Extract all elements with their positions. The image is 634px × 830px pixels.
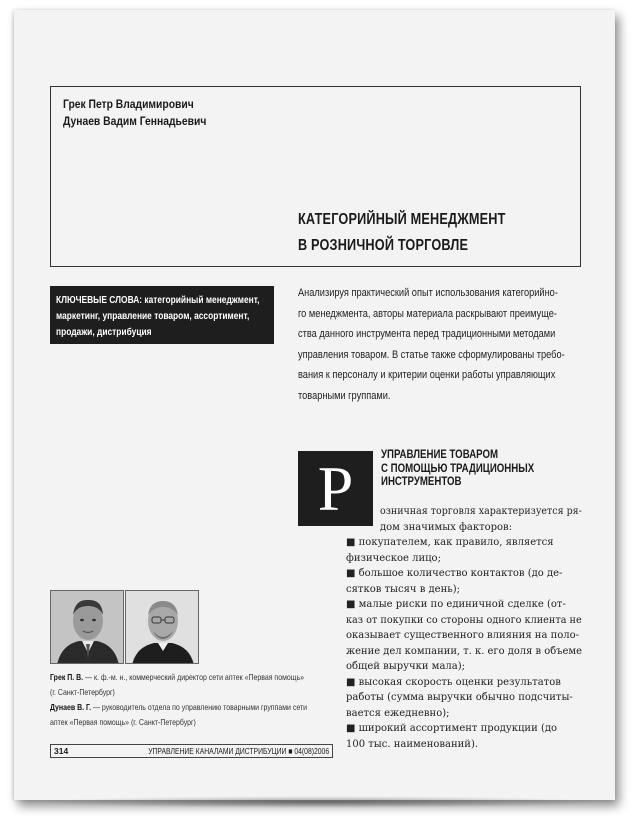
caption-line <box>50 715 337 730</box>
title-line: КАТЕГОРИЙНЫЙ МЕНЕДЖМЕНТ <box>298 211 506 228</box>
caption-line <box>50 700 337 715</box>
portrait-image <box>126 591 199 664</box>
article-title <box>298 207 506 259</box>
abstract-line: Анализируя практический опыт использования категорийно- <box>298 287 558 299</box>
caption-line <box>50 670 337 685</box>
abstract-line: управления товаром. В статье также сформулированы требо- <box>298 348 565 361</box>
keywords-text <box>56 293 266 341</box>
page-shadow <box>30 796 610 808</box>
body-line: жение дел компании, т. к. его доля в объеме <box>346 645 582 657</box>
abstract-line: вания к персоналу и критерии оценки работы управляющих <box>298 369 556 381</box>
caption-text: аптек «Первая помощь» (г. Санкт-Петербург) <box>50 717 196 727</box>
portrait-image <box>51 591 124 664</box>
section-heading-line: С ПОМОЩЬЮ ТРАДИЦИОННЫХ <box>381 462 535 475</box>
body-line: ■ высокая скорость оценки результатов <box>346 676 561 688</box>
page-number: 314 <box>54 746 69 756</box>
body-line: ■ большое количество контактов (до де- <box>346 568 563 579</box>
keywords-box <box>50 286 274 344</box>
keywords-list: категорийный менеджмент, маркетинг, управление товаром, ассортимент, продажи, дистрибуция <box>56 295 260 338</box>
body-line: озничная торговля характеризуется ря- <box>380 506 582 517</box>
body-line: работы (сумма выручки обычно подсчиты- <box>346 692 573 703</box>
abstract-line: товарными группами. <box>298 389 391 402</box>
body-line: каз от покупки со стороны одного клиента не <box>346 614 582 626</box>
drop-cap: Р <box>298 451 373 526</box>
section-heading-line: УПРАВЛЕНИЕ ТОВАРОМ <box>381 449 499 461</box>
keywords-label: КЛЮЧЕВЫЕ СЛОВА: <box>56 295 143 306</box>
caption-name: Дунаев В. Г. <box>50 702 92 712</box>
body-line: вается ежедневно); <box>346 707 450 719</box>
journal-issue: УПРАВЛЕНИЕ КАНАЛАМИ ДИСТРИБУЦИИ ■ 04(08)2006 <box>148 746 329 756</box>
page-footer <box>50 744 333 758</box>
abstract <box>298 283 584 406</box>
body-line: общей выручки мала); <box>346 661 466 672</box>
caption-name: Грек П. В. <box>50 672 84 682</box>
body-line: ■ широкий ассортимент продукции (до <box>346 723 558 734</box>
authors-block <box>63 96 206 130</box>
caption-text: (г. Санкт-Петербург) <box>50 687 115 697</box>
caption-text: — руководитель отдела по управлению товарными группами сети <box>91 702 308 712</box>
title-line: В РОЗНИЧНОЙ ТОРГОВЛЕ <box>298 237 469 254</box>
author-photo-dunaev <box>125 590 199 664</box>
body-line: физическое лицо; <box>346 552 441 564</box>
body-line: оказывает существенного влияния на поло- <box>346 630 580 641</box>
section-heading-line: ИНСТРУМЕНТОВ <box>381 476 462 488</box>
abstract-line: го менеджмента, авторы материала раскрывают преимуще- <box>298 307 557 320</box>
body-line: 100 тыс. наименований). <box>346 738 479 750</box>
caption-line <box>50 685 337 700</box>
body-line: ■ малые риски по единичной сделке (от- <box>346 599 566 610</box>
caption-text: — к. ф.-м. н., коммерческий директор сети аптек «Первая помощь» <box>83 672 304 682</box>
abstract-line: ства данного инструмента перед традиционными методами <box>298 328 556 340</box>
body-line: ■ покупателем, как правило, является <box>346 537 554 548</box>
section-heading <box>381 449 534 490</box>
body-line: дом значимых факторов: <box>380 521 513 533</box>
author-name: Грек Петр Владимирович <box>63 97 194 111</box>
body-text <box>346 504 582 752</box>
author-captions <box>50 670 337 730</box>
body-line: сятков тысяч в день); <box>346 583 460 595</box>
author-name: Дунаев Вадим Геннадьевич <box>63 114 207 128</box>
author-photo-grek <box>50 590 124 664</box>
